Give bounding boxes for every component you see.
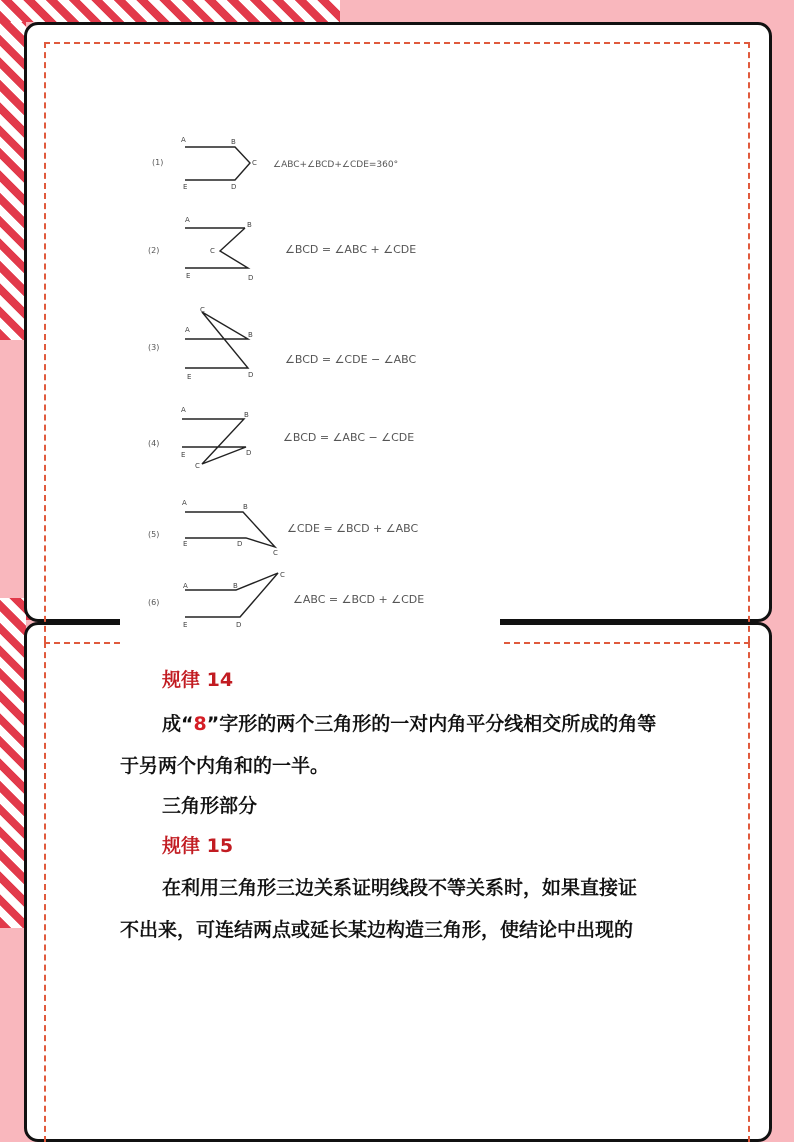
point-label: C <box>200 306 205 314</box>
rule-15-title: 规律 15 <box>162 835 234 857</box>
point-label: E <box>181 451 186 459</box>
point-label: D <box>236 621 242 629</box>
rule-14-title: 规律 14 <box>162 669 234 691</box>
point-label: E <box>186 272 191 280</box>
angle-diagrams <box>140 125 440 635</box>
point-label: A <box>182 499 187 507</box>
section-title: 三角形部分 <box>162 795 258 817</box>
rule-14-text-line-2: 于另两个内角和的一半。 <box>120 755 330 777</box>
rule-15-text-line-1: 在利用三角形三边关系证明线段不等关系时，如果直接证 <box>162 877 638 899</box>
rule-14-number-eight: 8 <box>193 713 207 735</box>
diagram-5-formula: ∠CDE = ∠BCD + ∠ABC <box>287 522 419 535</box>
diagram-6-number: (6) <box>148 598 160 607</box>
diagram-2-formula: ∠BCD = ∠ABC + ∠CDE <box>285 243 417 256</box>
point-label: B <box>233 582 238 590</box>
diagram-1-number: (1) <box>152 158 164 167</box>
diagram-1-lines <box>185 147 250 180</box>
diagram-4-lines <box>182 419 246 464</box>
diagram-3-lines <box>185 312 248 368</box>
point-label: A <box>185 326 190 334</box>
point-label: A <box>181 136 186 144</box>
point-label: E <box>187 373 192 381</box>
point-label: C <box>210 247 215 255</box>
diagram-1-formula: ∠ABC+∠BCD+∠CDE=360° <box>273 160 399 170</box>
point-label: B <box>248 331 253 339</box>
point-label: B <box>247 221 252 229</box>
point-label: E <box>183 540 188 548</box>
rule-14-text-line-1 <box>120 704 700 744</box>
point-label: E <box>183 621 188 629</box>
dot-band-right <box>770 22 794 592</box>
point-label: D <box>248 274 254 282</box>
stripe-band-left-top <box>0 0 26 340</box>
point-label: D <box>246 449 252 457</box>
diagram-6-lines <box>185 573 278 617</box>
rule-14-text-pre: 成“ <box>162 713 194 735</box>
point-label: E <box>183 183 188 191</box>
diagram-4-number: (4) <box>148 439 160 448</box>
point-label: B <box>231 138 236 146</box>
diagram-5-number: (5) <box>148 530 160 539</box>
diagram-4-formula: ∠BCD = ∠ABC − ∠CDE <box>283 431 415 444</box>
point-label: C <box>195 462 200 470</box>
point-label: A <box>185 216 190 224</box>
point-label: D <box>231 183 237 191</box>
point-label: B <box>243 503 248 511</box>
dot-band-top-right <box>340 0 794 22</box>
point-label: C <box>252 159 257 167</box>
point-label: A <box>181 406 186 414</box>
stripe-band-left-bottom <box>0 598 26 928</box>
point-label: C <box>280 571 285 579</box>
diagram-5-lines <box>185 512 275 547</box>
rule-15-text-line-2: 不出来，可连结两点或延长某边构造三角形，使结论中出现的 <box>120 919 634 941</box>
rule-14-block <box>120 660 700 950</box>
rule-14-text-post: ”字形的两个三角形的一对内角平分线相交所成的角等 <box>206 713 657 735</box>
point-label: D <box>248 371 254 379</box>
point-label: C <box>273 549 278 557</box>
diagram-3-formula: ∠BCD = ∠CDE − ∠ABC <box>285 353 417 366</box>
stripe-band-top-left <box>0 0 340 22</box>
dot-band-right-bottom <box>770 622 794 1123</box>
diagram-2-number: (2) <box>148 246 160 255</box>
diagram-3-number: (3) <box>148 343 160 352</box>
point-label: A <box>183 582 188 590</box>
point-label: D <box>237 540 243 548</box>
diagram-6-formula: ∠ABC = ∠BCD + ∠CDE <box>293 593 425 606</box>
point-label: B <box>244 411 249 419</box>
diagram-2-lines-b <box>185 228 248 268</box>
